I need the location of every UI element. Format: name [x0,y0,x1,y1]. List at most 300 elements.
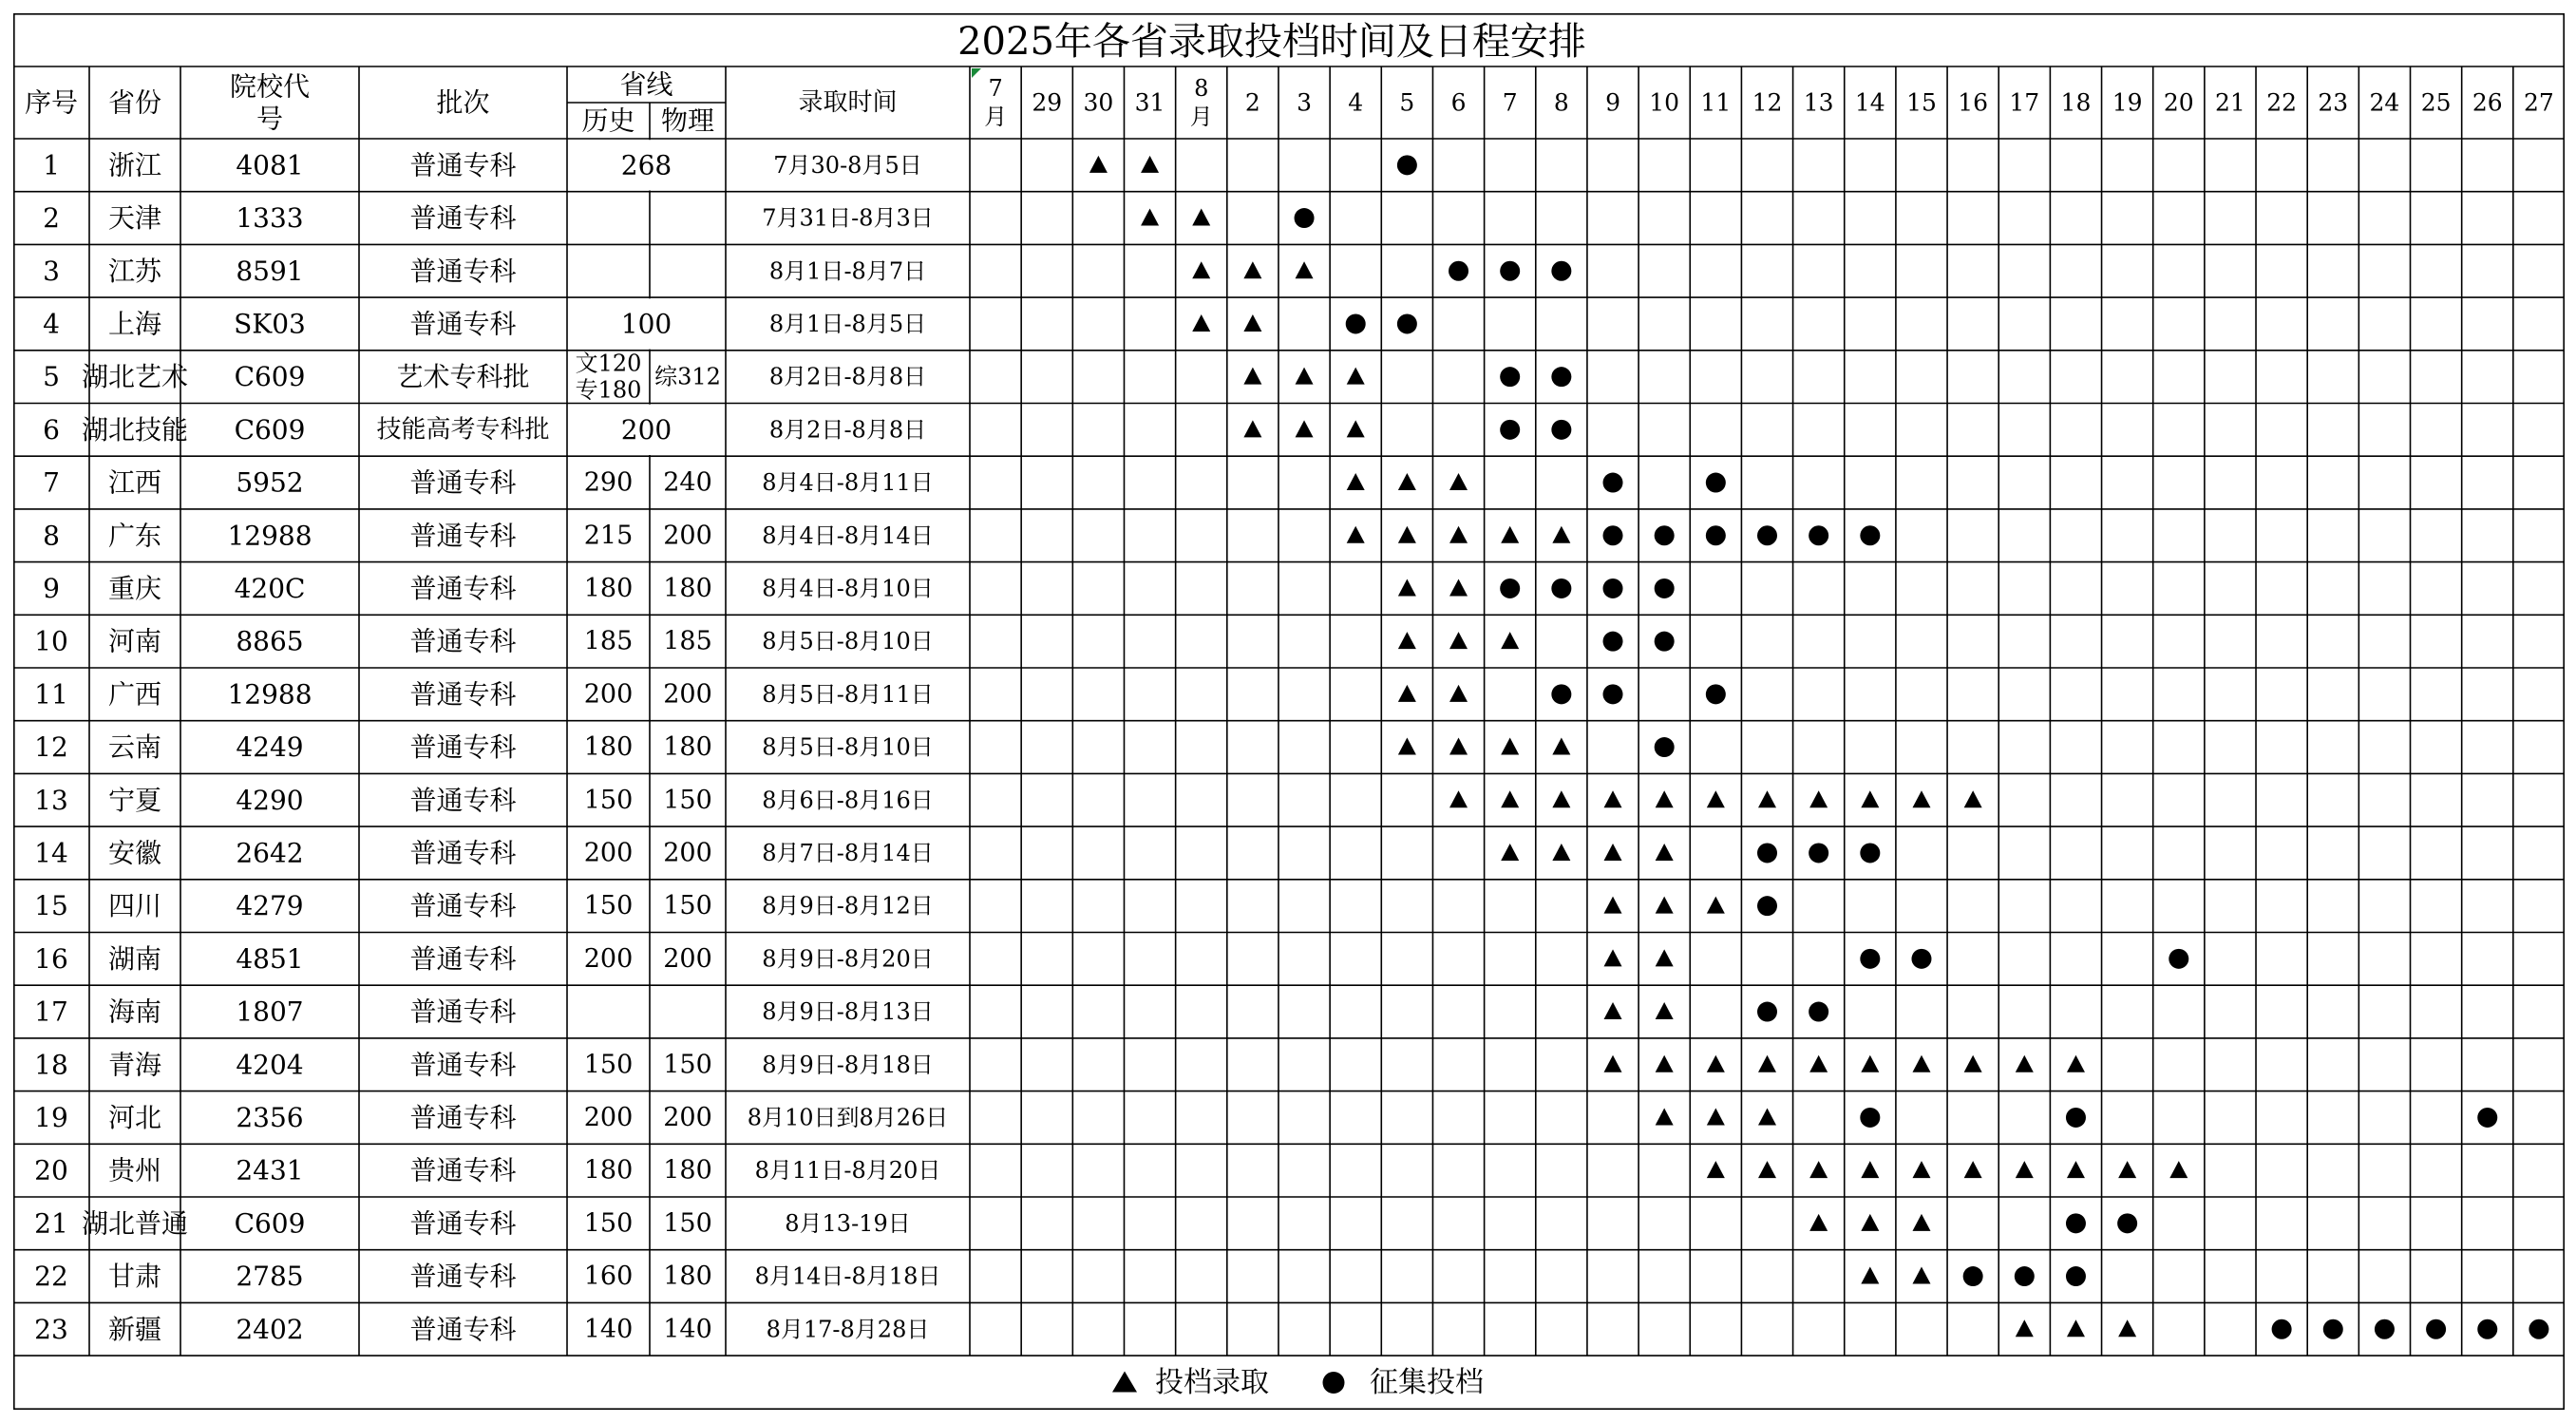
header-physics: 物理 [660,104,715,137]
admission-triangle-mark [1604,1002,1622,1019]
admission-triangle-mark [1501,632,1519,649]
row-batch: 普通专科 [409,202,517,235]
admission-triangle-mark [1809,1214,1828,1231]
legend-collection-label: 征集投档 [1370,1366,1484,1400]
row-history: 150 [583,891,634,921]
admission-triangle-mark [1449,685,1468,702]
row-code: 4081 [236,149,304,181]
legend-dot-icon [1323,1372,1345,1394]
row-seq: 9 [43,572,60,604]
admission-triangle-mark [1964,1055,1982,1072]
admission-triangle-mark [1656,1002,1674,1019]
collection-dot-mark [1603,525,1623,545]
row-batch: 普通专科 [409,1101,517,1133]
row-seq: 19 [34,1101,68,1133]
row-province: 上海 [107,308,162,340]
row-time: 8月17-8月28日 [766,1316,930,1343]
collection-dot-mark [1551,684,1571,704]
admission-triangle-mark [1604,790,1622,807]
admission-triangle-mark [1347,526,1365,543]
cell-comment-marker [972,68,981,78]
admission-triangle-mark [1296,368,1314,385]
admission-triangle-mark [1656,790,1674,807]
row-batch: 普通专科 [409,890,517,922]
row-time: 8月10日到8月26日 [747,1104,949,1131]
collection-dot-mark [1757,1002,1777,1022]
admission-triangle-mark [1398,632,1416,649]
row-seq: 3 [43,255,60,287]
collection-dot-mark [1603,579,1623,598]
row-time: 8月2日-8月8日 [768,416,927,444]
collection-dot-mark [1397,313,1417,333]
row-physics: 150 [663,891,712,921]
admission-triangle-mark [1449,790,1468,807]
row-batch: 普通专科 [409,149,517,181]
collection-dot-mark [1603,684,1623,704]
collection-dot-mark [1500,367,1520,387]
legend-triangle-icon [1112,1372,1137,1393]
admission-triangle-mark [1347,420,1365,437]
page-title: 2025年各省录取投档时间及日程安排 [957,20,1586,64]
admission-triangle-mark [1707,1108,1725,1125]
row-batch: 普通专科 [409,572,517,604]
row-line-merged: 100 [620,308,672,340]
admission-triangle-mark [1912,1161,1930,1178]
row-province: 云南 [107,731,162,764]
collection-dot-mark [1809,525,1828,545]
row-seq: 15 [34,890,68,922]
row-seq: 21 [34,1207,68,1240]
row-province: 广西 [107,678,162,711]
admission-triangle-mark [1501,526,1519,543]
row-code: 1333 [236,202,304,235]
row-province: 海南 [107,996,162,1028]
row-physics: 185 [663,626,712,656]
row-batch: 普通专科 [409,466,517,499]
row-province: 河南 [107,625,162,657]
collection-dot-mark [1551,579,1571,598]
admission-triangle-mark [1296,420,1314,437]
collection-dot-mark [2323,1319,2343,1339]
collection-dot-mark [1655,737,1675,757]
row-time: 8月7日-8月14日 [762,839,934,866]
row-province: 湖北普通 [81,1207,189,1240]
row-time: 8月5日-8月10日 [762,628,934,655]
row-seq: 6 [43,413,60,446]
row-batch: 普通专科 [409,520,517,552]
row-province: 安徽 [107,837,162,869]
row-history: 180 [583,1155,634,1186]
admission-triangle-mark [1141,209,1159,226]
day-header: 31 [1134,88,1165,117]
collection-dot-mark [1860,525,1880,545]
row-province: 江苏 [107,255,162,287]
row-batch: 普通专科 [409,308,517,340]
row-time: 8月6日-8月16日 [762,787,934,814]
collection-dot-mark [1860,843,1880,863]
collection-dot-mark [1757,525,1777,545]
day-header: 17 [2009,88,2040,117]
schedule-table [13,13,2565,1410]
admission-triangle-mark [2016,1319,2034,1337]
day-header: 30 [1083,88,1114,117]
row-history: 180 [583,732,634,763]
admission-triangle-mark [2067,1055,2085,1072]
admission-triangle-mark [1141,156,1159,173]
row-history: 290 [583,467,634,498]
row-time: 8月9日-8月18日 [762,1051,934,1078]
row-seq: 11 [34,678,68,711]
row-history: 215 [583,521,634,551]
collection-dot-mark [2426,1319,2446,1339]
day-header: 22 [2266,88,2298,117]
admission-triangle-mark [1347,473,1365,490]
header-history: 历史 [581,104,635,137]
row-code: 4290 [236,784,304,816]
row-physics: 200 [663,838,712,868]
collection-dot-mark [1603,632,1623,652]
day-header: 23 [2318,88,2349,117]
row-seq: 16 [34,942,68,975]
row-physics: 180 [663,732,712,763]
collection-dot-mark [2117,1213,2137,1233]
admission-triangle-mark [1243,314,1261,332]
day-header: 27 [2524,88,2554,117]
row-province: 甘肃 [107,1261,162,1293]
admission-triangle-mark [1707,897,1725,914]
admission-triangle-mark [1656,1055,1674,1072]
admission-triangle-mark [1347,368,1365,385]
row-seq: 12 [34,731,68,764]
row-seq: 13 [34,784,68,816]
day-header: 25 [2420,88,2452,117]
admission-triangle-mark [1861,1267,1879,1284]
row-time: 8月5日-8月11日 [762,680,934,708]
row-time: 8月13-19日 [785,1209,911,1237]
collection-dot-mark [2066,1213,2086,1233]
collection-dot-mark [2529,1319,2548,1339]
admission-triangle-mark [2016,1161,2034,1178]
row-batch: 普通专科 [409,784,517,816]
row-seq: 1 [43,149,60,181]
row-time: 8月14日-8月18日 [754,1262,941,1290]
admission-triangle-mark [1809,1055,1828,1072]
row-province: 湖北艺术 [81,361,189,393]
row-batch: 普通专科 [409,678,517,711]
day-header-month-num: 8 [1194,75,1209,102]
day-header-month-char: 月 [1189,104,1213,130]
day-header: 20 [2163,88,2194,117]
row-seq: 5 [43,361,60,393]
row-code: 1807 [236,996,304,1028]
collection-dot-mark [1963,1266,1983,1286]
collection-dot-mark [1809,1002,1828,1022]
day-header: 8 [1553,88,1569,117]
row-physics: 200 [663,1102,712,1132]
row-time: 8月9日-8月13日 [762,998,934,1026]
collection-dot-mark [1397,155,1417,175]
row-code: 8865 [236,625,304,657]
row-physics: 140 [663,1314,712,1344]
row-history: 200 [583,838,634,868]
row-batch: 艺术专科批 [396,361,530,393]
collection-dot-mark [1911,949,1931,969]
admission-triangle-mark [1912,1055,1930,1072]
row-seq: 17 [34,996,68,1028]
admission-triangle-mark [1552,738,1570,755]
row-code: SK03 [234,308,306,340]
day-header: 9 [1605,88,1620,117]
row-province: 新疆 [107,1313,162,1345]
row-time: 8月5日-8月10日 [762,733,934,761]
admission-triangle-mark [1243,261,1261,278]
admission-triangle-mark [1398,579,1416,596]
day-header: 19 [2112,88,2143,117]
admission-triangle-mark [1089,156,1108,173]
collection-dot-mark [1706,473,1726,493]
header-time: 录取时间 [798,88,898,117]
row-code: 5952 [236,466,304,499]
day-header: 4 [1348,88,1364,117]
row-physics: 200 [663,943,712,974]
admission-triangle-mark [1912,1267,1930,1284]
admission-triangle-mark [1449,579,1468,596]
row-code: 4279 [236,890,304,922]
row-province: 贵州 [107,1154,162,1186]
admission-triangle-mark [1398,526,1416,543]
day-header: 24 [2369,88,2400,117]
row-batch: 普通专科 [409,837,517,869]
row-history: 200 [583,679,634,710]
admission-triangle-mark [1296,261,1314,278]
header-line: 省线 [619,68,673,101]
day-header: 2 [1244,88,1260,117]
admission-triangle-mark [2169,1161,2188,1178]
row-time: 8月2日-8月8日 [768,363,927,390]
row-code: 12988 [227,678,313,711]
day-header: 11 [1700,88,1732,117]
row-history: 150 [583,1208,634,1239]
collection-dot-mark [1603,473,1623,493]
admission-triangle-mark [1501,844,1519,861]
row-province: 广东 [107,520,162,552]
day-header: 29 [1032,88,1063,117]
admission-triangle-mark [2016,1055,2034,1072]
collection-dot-mark [2169,949,2188,969]
row-physics: 180 [663,1155,712,1186]
row-history: 160 [583,1262,634,1292]
admission-triangle-mark [1192,209,1210,226]
admission-triangle-mark [1861,1161,1879,1178]
row-history-line1: 文120 [575,350,642,377]
row-physics: 200 [663,521,712,551]
collection-dot-mark [1860,949,1880,969]
collection-dot-mark [1809,843,1828,863]
collection-dot-mark [1757,896,1777,916]
day-header: 3 [1297,88,1313,117]
row-seq: 18 [34,1049,68,1081]
admission-triangle-mark [1809,790,1828,807]
admission-triangle-mark [1604,1055,1622,1072]
admission-triangle-mark [1707,1055,1725,1072]
header-code-line2: 号 [256,103,284,135]
collection-dot-mark [1500,579,1520,598]
row-code: C609 [234,1207,306,1240]
day-header-month-char: 月 [984,104,1008,130]
row-province: 浙江 [107,149,162,181]
row-code: C609 [234,361,306,393]
day-header: 5 [1399,88,1415,117]
day-header: 7 [1502,88,1518,117]
row-batch: 普通专科 [409,731,517,764]
legend-admission-label: 投档录取 [1155,1366,1269,1400]
row-code: 4249 [236,731,304,764]
row-history: 150 [583,1050,634,1080]
day-header: 18 [2060,88,2092,117]
admission-triangle-mark [1449,738,1468,755]
row-physics: 180 [663,1262,712,1292]
collection-dot-mark [2375,1319,2395,1339]
row-seq: 8 [43,520,60,552]
row-history: 140 [583,1314,634,1344]
row-time: 8月9日-8月20日 [762,945,934,973]
row-province: 江西 [107,466,162,499]
row-code: 4204 [236,1049,304,1081]
row-code: 4851 [236,942,304,975]
row-seq: 23 [34,1313,68,1345]
row-physics: 150 [663,1208,712,1239]
admission-triangle-mark [1912,790,1930,807]
row-seq: 2 [43,202,60,235]
collection-dot-mark [1655,525,1675,545]
row-physics: 180 [663,573,712,603]
collection-dot-mark [1346,313,1366,333]
header-code-line1: 院校代 [229,70,311,103]
row-physics: 综312 [654,363,721,390]
admission-triangle-mark [2118,1319,2136,1337]
admission-triangle-mark [1449,632,1468,649]
row-seq: 7 [43,466,60,499]
admission-triangle-mark [1707,1161,1725,1178]
admission-triangle-mark [1912,1214,1930,1231]
admission-triangle-mark [1398,685,1416,702]
admission-triangle-mark [1861,790,1879,807]
day-header: 6 [1450,88,1467,117]
row-seq: 10 [34,625,68,657]
collection-dot-mark [1655,632,1675,652]
admission-triangle-mark [1398,738,1416,755]
admission-triangle-mark [1501,738,1519,755]
day-header: 14 [1854,88,1885,117]
row-code: 2785 [236,1261,304,1293]
row-code: 2402 [236,1313,304,1345]
row-batch: 普通专科 [409,1049,517,1081]
row-province: 四川 [107,890,162,922]
row-physics: 200 [663,679,712,710]
row-code: 2642 [236,837,304,869]
row-code: C609 [234,413,306,446]
row-physics: 150 [663,785,712,815]
admission-triangle-mark [1758,1161,1776,1178]
header-province: 省份 [107,86,162,119]
admission-triangle-mark [1964,1161,1982,1178]
row-code: 2356 [236,1101,304,1133]
admission-triangle-mark [1604,949,1622,966]
row-batch: 普通专科 [409,625,517,657]
admission-triangle-mark [1964,790,1982,807]
admission-triangle-mark [1758,1108,1776,1125]
row-code: 420C [234,572,306,604]
row-history: 200 [583,943,634,974]
row-batch: 普通专科 [409,942,517,975]
collection-dot-mark [2015,1266,2035,1286]
row-batch: 普通专科 [409,1154,517,1186]
admission-triangle-mark [1449,526,1468,543]
admission-triangle-mark [2067,1319,2085,1337]
row-province: 湖北技能 [81,413,189,446]
row-history: 200 [583,1102,634,1132]
collection-dot-mark [2066,1266,2086,1286]
collection-dot-mark [1706,525,1726,545]
row-province: 重庆 [107,572,162,604]
row-code: 8591 [236,255,304,287]
collection-dot-mark [1757,843,1777,863]
collection-dot-mark [1295,208,1315,228]
schedule-spreadsheet [13,13,2565,1410]
day-header: 16 [1958,88,1989,117]
admission-triangle-mark [1552,526,1570,543]
row-province: 天津 [107,202,162,235]
row-seq: 20 [34,1154,68,1186]
collection-dot-mark [1551,367,1571,387]
row-time: 8月9日-8月12日 [762,892,934,920]
row-batch: 普通专科 [409,996,517,1028]
admission-triangle-mark [1656,844,1674,861]
row-batch: 普通专科 [409,255,517,287]
collection-dot-mark [1706,684,1726,704]
row-province: 河北 [107,1101,162,1133]
day-header: 10 [1649,88,1680,117]
admission-triangle-mark [1192,261,1210,278]
row-time: 8月1日-8月5日 [768,310,927,337]
row-batch: 技能高考专科批 [376,415,550,445]
admission-triangle-mark [1758,790,1776,807]
admission-triangle-mark [2067,1161,2085,1178]
row-seq: 4 [43,308,60,340]
row-time: 8月4日-8月10日 [762,575,934,602]
collection-dot-mark [1551,420,1571,440]
collection-dot-mark [1551,261,1571,281]
collection-dot-mark [2477,1108,2497,1128]
row-history: 185 [583,626,634,656]
admission-triangle-mark [1707,790,1725,807]
day-header: 12 [1752,88,1783,117]
admission-triangle-mark [1192,314,1210,332]
collection-dot-mark [1655,579,1675,598]
day-header: 15 [1906,88,1937,117]
admission-triangle-mark [1758,1055,1776,1072]
day-header: 21 [2215,88,2245,117]
row-province: 湖南 [107,942,162,975]
day-header: 26 [2472,88,2503,117]
admission-triangle-mark [1243,368,1261,385]
row-province: 宁夏 [107,784,162,816]
admission-triangle-mark [1656,897,1674,914]
collection-dot-mark [2066,1108,2086,1128]
collection-dot-mark [2272,1319,2292,1339]
row-seq: 22 [34,1261,68,1293]
admission-triangle-mark [2118,1161,2136,1178]
